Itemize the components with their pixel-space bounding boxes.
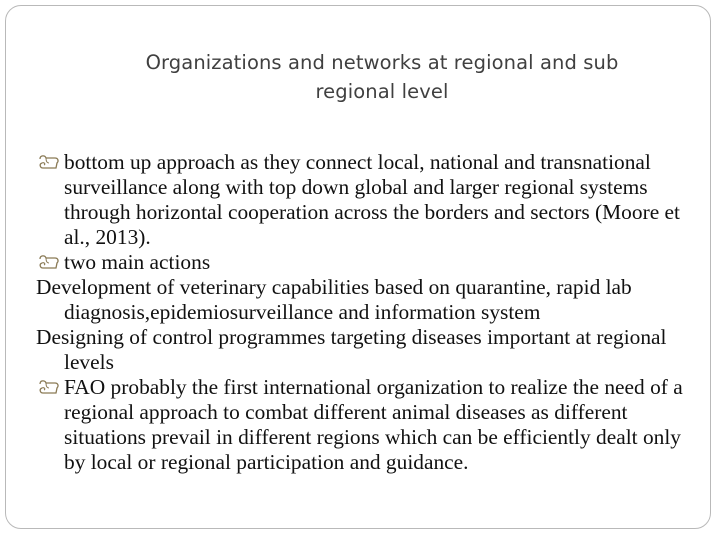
paragraph-designing (36, 325, 696, 375)
slide-title (92, 48, 672, 106)
paragraph-bottom-up-approach (36, 150, 696, 250)
paragraph-text: Development of veterinary capabilities based on quarantine, rapid lab diagnosis,epidemiosurveillance and information system (36, 275, 632, 324)
paragraph-text: bottom up approach as they connect local, national and transnational surveillance along with top down global and larger regional systems through horizontal cooperation across the borders and sectors (Moore et al., 2013). (64, 150, 680, 249)
paragraph-text: two main actions (64, 250, 211, 274)
paragraph-text: FAO probably the first international organization to realize the need of a regional approach to combat different animal diseases as different situations prevail in different regions which can be efficiently dealt only by local or regional participation and guidance. (64, 375, 683, 474)
slide-body (36, 150, 696, 475)
paragraph-development (36, 275, 696, 325)
scroll-bullet-icon (37, 153, 63, 173)
paragraph-fao (36, 375, 696, 475)
paragraph-text: Designing of control programmes targeting diseases important at regional levels (36, 325, 667, 374)
paragraph-two-main-actions (36, 250, 696, 275)
slide-title-line-2: regional level (315, 80, 449, 103)
scroll-bullet-icon (37, 378, 63, 398)
slide-title-line-1: Organizations and networks at regional and sub (145, 51, 619, 74)
scroll-bullet-icon (37, 253, 63, 273)
